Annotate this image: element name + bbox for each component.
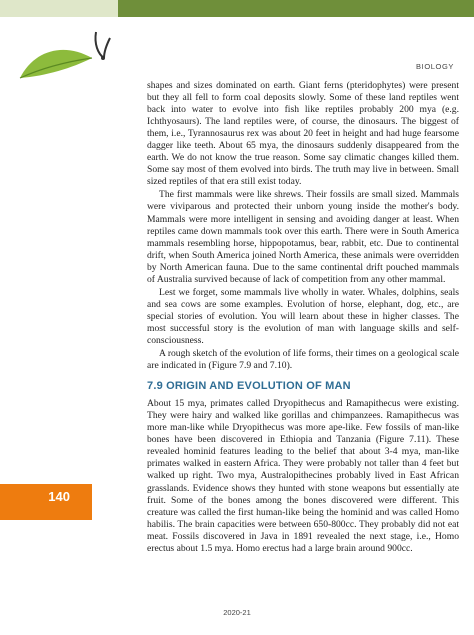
- page-body: [147, 80, 459, 556]
- paragraph: A rough sketch of the evolution of life forms, their times on a geological scale are indicated in (Figure 7.9 and 7.10).: [147, 348, 459, 372]
- page-number: 140: [48, 489, 70, 504]
- paragraph: shapes and sizes dominated on earth. Giant ferns (pteridophytes) were present but they all fell to form coal deposits slowly. Some of these land reptiles went back into water to evolve into fish like reptiles probably 200 mya (e.g. Ichthyosaurs). The land reptiles were, of course, the dinosaurs. The biggest of them, i.e., Tyrannosaurus rex was about 20 feet in height and had huge fearsome dagger like teeth. About 65 mya, the dinosaurs suddenly disappeared from the earth. We do not know the true reason. Some say climatic changes killed them. Some say most of them evolved into birds. The truth may live in between. Small sized reptiles of that era still exist today.: [147, 80, 459, 188]
- section-heading: 7.9 ORIGIN AND EVOLUTION OF MAN: [147, 380, 351, 393]
- paragraph: Lest we forget, some mammals live wholly in water. Whales, dolphins, seals and sea cows are some examples. Evolution of horse, elephant, dog, etc., are special stories of evolution. You will learn about these in higher classes. The most successful story is the evolution of man with language skills and self-consciousness.: [147, 286, 459, 346]
- leaf-logo-icon: [14, 28, 114, 84]
- paragraph: About 15 mya, primates called Dryopithecus and Ramapithecus were existing. They were hairy and walked like gorillas and chimpanzees. Ramapithecus was more man-like while Dryopithecus was more ape-like. Few fossils of man-like bones have been discovered in Ethiopia and Tanzania (Figure 7.11). These revealed hominid features leading to the belief that about 3-4 mya, man-like primates walked in eastern Africa. They were probably not taller than 4 feet but walked up right. Two mya, Australopithecines probably lived in East African grasslands. Evidence shows they hunted with stone weapons but essentially ate fruit. Some of the bones among the bones discovered were different. This creature was called the first human-like being the hominid and was called Homo habilis. The brain capacities were between 650-800cc. They probably did not eat meat. Fossils discovered in Java in 1891 revealed the next stage, i.e., Homo erectus about 1.5 mya. Homo erectus had a large brain around 900cc.: [147, 398, 459, 554]
- paragraph: The first mammals were like shrews. Their fossils are small sized. Mammals were viviparous and protected their unborn young inside the mother's body. Mammals were more intelligent in sensing and avoiding danger at least. When reptiles came down mammals took over this earth. There were in South America mammals resembling horse, hippopotamus, bear, rabbit, etc. Due to continental drift, when South America joined North America, these animals were overridden by North American fauna. Due to the same continental drift pouched mammals of Australia survived because of lack of competition from any other mammal.: [147, 189, 459, 285]
- footer-year: 2020-21: [223, 608, 251, 617]
- subject-label: BIOLOGY: [416, 62, 454, 71]
- header-bar-light-segment: [0, 0, 118, 17]
